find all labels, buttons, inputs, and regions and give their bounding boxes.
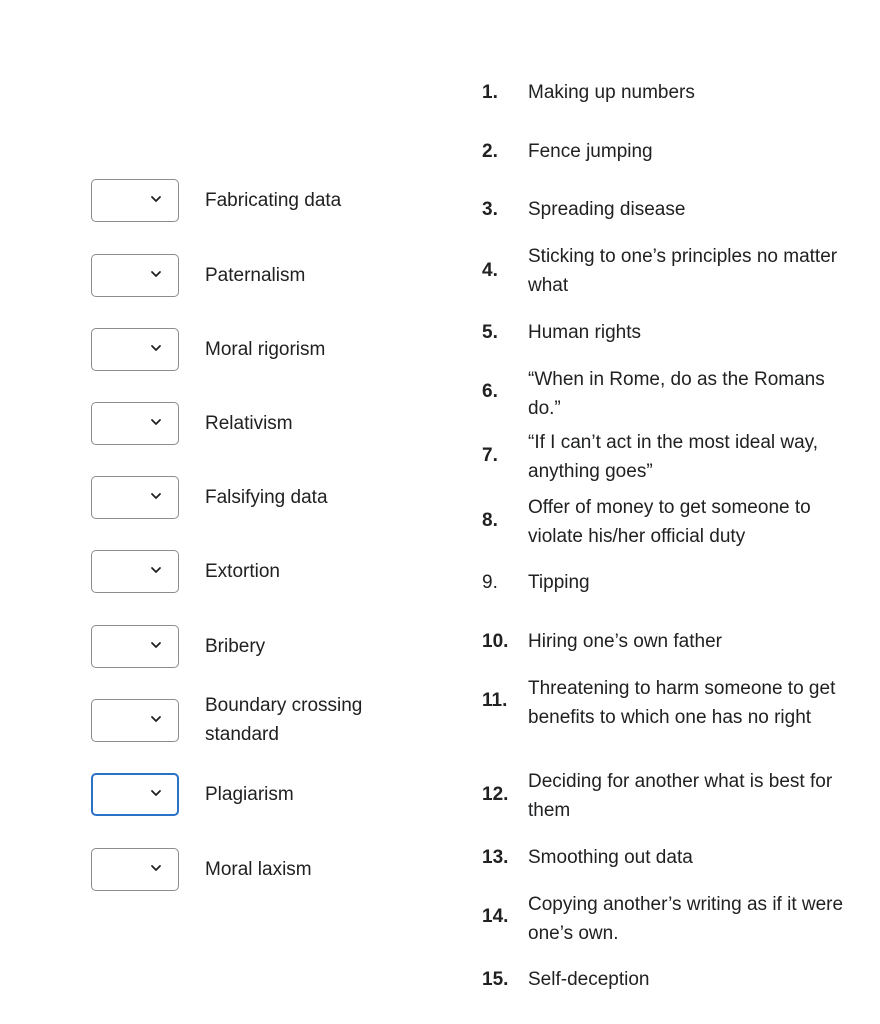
list-item [482, 674, 862, 761]
match-select[interactable] [91, 699, 179, 742]
list-item [482, 843, 862, 872]
chevron-down-icon [150, 564, 162, 576]
match-select[interactable] [91, 476, 179, 519]
match-select[interactable] [91, 402, 179, 445]
chevron-down-icon [150, 193, 162, 205]
chevron-down-icon [150, 787, 162, 799]
chevron-down-icon [150, 416, 162, 428]
match-select[interactable] [91, 773, 179, 816]
match-row [91, 625, 421, 671]
list-item [482, 627, 862, 656]
list-item [482, 965, 862, 994]
match-row [91, 550, 421, 596]
list-item [482, 365, 862, 423]
item-text: Sticking to one’s principles no matter what [528, 246, 838, 296]
match-row [91, 476, 421, 522]
item-number: 1. [482, 82, 498, 103]
item-number: 12. [482, 784, 509, 805]
match-row [91, 773, 421, 819]
chevron-down-icon [150, 490, 162, 502]
item-number: 11. [482, 690, 508, 711]
match-label: Relativism [205, 413, 293, 434]
item-number: 6. [482, 381, 498, 402]
item-number: 9. [482, 572, 498, 593]
match-row [91, 328, 421, 374]
list-item [482, 428, 862, 486]
list-item [482, 137, 862, 166]
match-row [91, 179, 421, 225]
item-number: 4. [482, 260, 498, 281]
match-label: Falsifying data [205, 487, 328, 508]
match-row [91, 848, 421, 894]
item-number: 5. [482, 322, 498, 343]
item-text: Making up numbers [528, 82, 695, 103]
item-number: 13. [482, 847, 509, 868]
match-select[interactable] [91, 328, 179, 371]
item-number: 10. [482, 631, 509, 652]
list-item [482, 767, 862, 825]
chevron-down-icon [150, 639, 162, 651]
item-text: “If I can’t act in the most ideal way, anything goes” [528, 432, 819, 482]
item-text: Hiring one’s own father [528, 631, 722, 652]
item-number: 7. [482, 445, 498, 466]
chevron-down-icon [150, 713, 162, 725]
list-item [482, 318, 862, 347]
match-select[interactable] [91, 179, 179, 222]
chevron-down-icon [150, 342, 162, 354]
list-item [482, 78, 862, 107]
list-item [482, 493, 862, 551]
match-row [91, 402, 421, 448]
match-select[interactable] [91, 625, 179, 668]
match-row [91, 254, 421, 300]
item-text: Offer of money to get someone to violate his/her official duty [528, 497, 811, 547]
list-item [482, 195, 862, 224]
list-item [482, 890, 862, 948]
match-label: Plagiarism [205, 784, 294, 805]
chevron-down-icon [150, 862, 162, 874]
item-number: 8. [482, 510, 498, 531]
item-text: Smoothing out data [528, 847, 693, 868]
list-item [482, 568, 862, 597]
match-row [91, 695, 421, 745]
item-number: 14. [482, 906, 509, 927]
item-number: 15. [482, 969, 509, 990]
item-text: Human rights [528, 322, 641, 343]
list-item [482, 242, 862, 300]
item-text: Spreading disease [528, 199, 686, 220]
match-label: Extortion [205, 561, 280, 582]
item-number: 3. [482, 199, 498, 220]
match-label: Boundary crossing standard [205, 695, 363, 745]
match-select[interactable] [91, 550, 179, 593]
item-text: Deciding for another what is best for them [528, 771, 833, 821]
match-select[interactable] [91, 254, 179, 297]
match-label: Moral rigorism [205, 339, 326, 360]
match-label: Paternalism [205, 265, 306, 286]
match-label: Bribery [205, 636, 266, 657]
item-text: Tipping [528, 572, 590, 593]
item-text: Copying another’s writing as if it were one’s own. [528, 894, 844, 944]
match-label: Fabricating data [205, 190, 342, 211]
item-text: Threatening to harm someone to get benefits to which one has no right [528, 678, 836, 728]
match-label: Moral laxism [205, 859, 312, 880]
chevron-down-icon [150, 268, 162, 280]
item-text: Fence jumping [528, 141, 653, 162]
item-text: “When in Rome, do as the Romans do.” [528, 369, 825, 419]
item-text: Self-deception [528, 969, 650, 990]
match-select[interactable] [91, 848, 179, 891]
item-number: 2. [482, 141, 498, 162]
